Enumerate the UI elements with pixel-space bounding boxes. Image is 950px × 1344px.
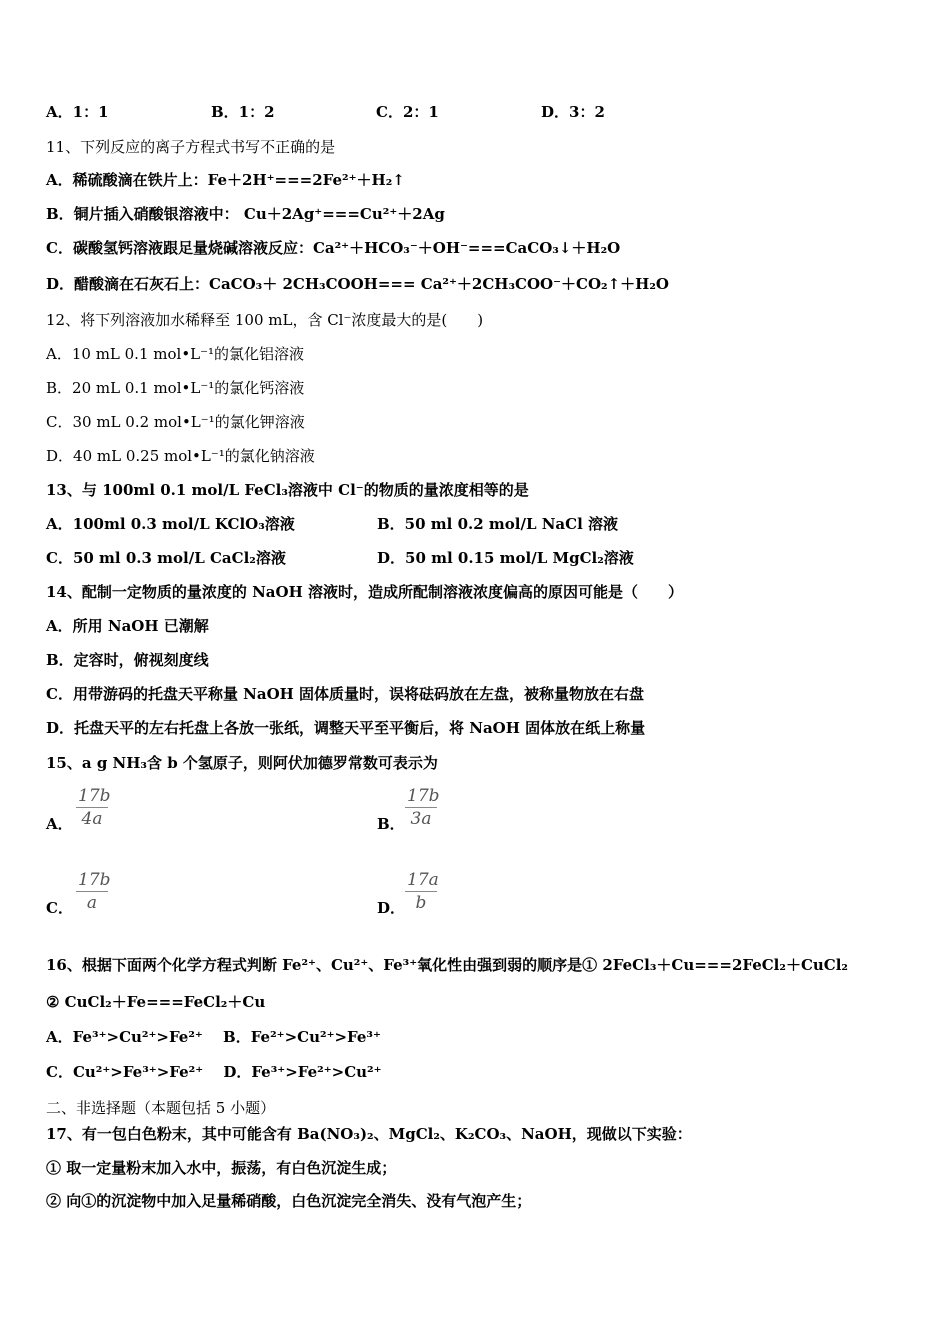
q15-option-b-label: B．: [377, 815, 405, 833]
fraction-denominator: b: [415, 893, 427, 913]
q14-option-b: B．定容时，俯视刻度线: [46, 651, 209, 669]
q15-option-a-label: A．: [46, 815, 73, 833]
q14-option-d: D．托盘天平的左右托盘上各放一张纸，调整天平至平衡后，将 NaOH 固体放在纸上称量: [46, 719, 646, 737]
q13-stem: 13、与 100ml 0.1 mol/L FeCl₃溶液中 Cl⁻的物质的量浓度相等的是: [46, 481, 529, 499]
q13-option-d: D．50 ml 0.15 mol/L MgCl₂溶液: [377, 549, 634, 567]
q12-option-c: C．30 mL 0.2 mol•L⁻¹的氯化钾溶液: [46, 413, 305, 431]
q16-options-ab: A．Fe³⁺>Cu²⁺>Fe²⁺ B．Fe²⁺>Cu²⁺>Fe³⁺: [46, 1028, 381, 1046]
q12-option-b: B．20 mL 0.1 mol•L⁻¹的氯化钙溶液: [46, 379, 305, 397]
q11-option-d: D．醋酸滴在石灰石上：CaCO₃＋ 2CH₃COOH=== Ca²⁺＋2CH₃COO⁻＋CO₂↑＋H₂O: [46, 275, 669, 293]
q15-option-c-label: C．: [46, 899, 73, 917]
q10-option-b: B．1：2: [211, 103, 275, 121]
fraction-numerator: 17b: [78, 786, 111, 806]
q16-equation-2: ② CuCl₂＋Fe===FeCl₂＋Cu: [46, 993, 266, 1011]
q10-options: [46, 103, 605, 121]
fraction-denominator: a: [86, 893, 98, 913]
q15-option-b-fraction: [405, 785, 440, 830]
q14-option-a: A．所用 NaOH 已潮解: [46, 617, 209, 635]
q14-stem: 14、配制一定物质的量浓度的 NaOH 溶液时，造成所配制溶液浓度偏高的原因可能是（ ）: [46, 583, 683, 601]
q11-option-a: A．稀硫酸滴在铁片上：Fe＋2H⁺===2Fe²⁺＋H₂↑: [46, 171, 405, 189]
q13-option-c: C．50 ml 0.3 mol/L CaCl₂溶液: [46, 549, 286, 567]
q12-stem: 12、将下列溶液加水稀释至 100 mL，含 Cl⁻浓度最大的是( ): [46, 311, 484, 329]
fraction-numerator: 17a: [407, 870, 439, 890]
q12-option-a: A．10 mL 0.1 mol•L⁻¹的氯化铝溶液: [46, 345, 305, 363]
q11-option-b: B．铜片插入硝酸银溶液中： Cu＋2Ag⁺===Cu²⁺＋2Ag: [46, 205, 445, 223]
q17-step-1: ① 取一定量粉末加入水中，振荡，有白色沉淀生成；: [46, 1159, 397, 1177]
q15-option-d-label: D．: [377, 899, 406, 917]
q12-option-d: D．40 mL 0.25 mol•L⁻¹的氯化钠溶液: [46, 447, 315, 465]
q13-option-b: B．50 ml 0.2 mol/L NaCl 溶液: [377, 515, 618, 533]
q11-stem: 11、下列反应的离子方程式书写不正确的是: [46, 138, 336, 156]
q15-stem: 15、a g NH₃含 b 个氢原子，则阿伏加德罗常数可表示为: [46, 754, 438, 772]
fraction-numerator: 17b: [78, 870, 111, 890]
q16-options-cd: C．Cu²⁺>Fe³⁺>Fe²⁺ D．Fe³⁺>Fe²⁺>Cu²⁺: [46, 1063, 382, 1081]
q13-option-a: A．100ml 0.3 mol/L KClO₃溶液: [46, 515, 295, 533]
q11-option-c: C．碳酸氢钙溶液跟足量烧碱溶液反应：Ca²⁺＋HCO₃⁻＋OH⁻===CaCO₃↓＋H₂O: [46, 239, 621, 257]
section-heading: 二、非选择题（本题包括 5 小题）: [46, 1099, 276, 1117]
fraction-denominator: 4a: [81, 809, 103, 829]
fraction-denominator: 3a: [410, 809, 432, 829]
q17-stem: 17、有一包白色粉末，其中可能含有 Ba(NO₃)₂、MgCl₂、K₂CO₃、NaOH，现做以下实验：: [46, 1125, 692, 1143]
q10-option-d: D．3：2: [541, 103, 605, 121]
q17-step-2: ② 向①的沉淀物中加入足量稀硝酸，白色沉淀完全消失、没有气泡产生；: [46, 1192, 532, 1210]
q15-option-a-fraction: [76, 785, 111, 830]
q15-option-d-fraction: [405, 869, 437, 914]
q10-option-c: C．2：1: [376, 103, 439, 121]
fraction-numerator: 17b: [407, 786, 440, 806]
q15-option-c-fraction: [76, 869, 111, 914]
q16-stem: 16、根据下面两个化学方程式判断 Fe²⁺、Cu²⁺、Fe³⁺氧化性由强到弱的顺序是① 2FeCl₃＋Cu===2FeCl₂＋CuCl₂: [46, 956, 849, 974]
q10-option-a: A．1：1: [46, 103, 109, 121]
q14-option-c: C．用带游码的托盘天平称量 NaOH 固体质量时，误将砝码放在左盘，被称量物放在右盘: [46, 685, 645, 703]
